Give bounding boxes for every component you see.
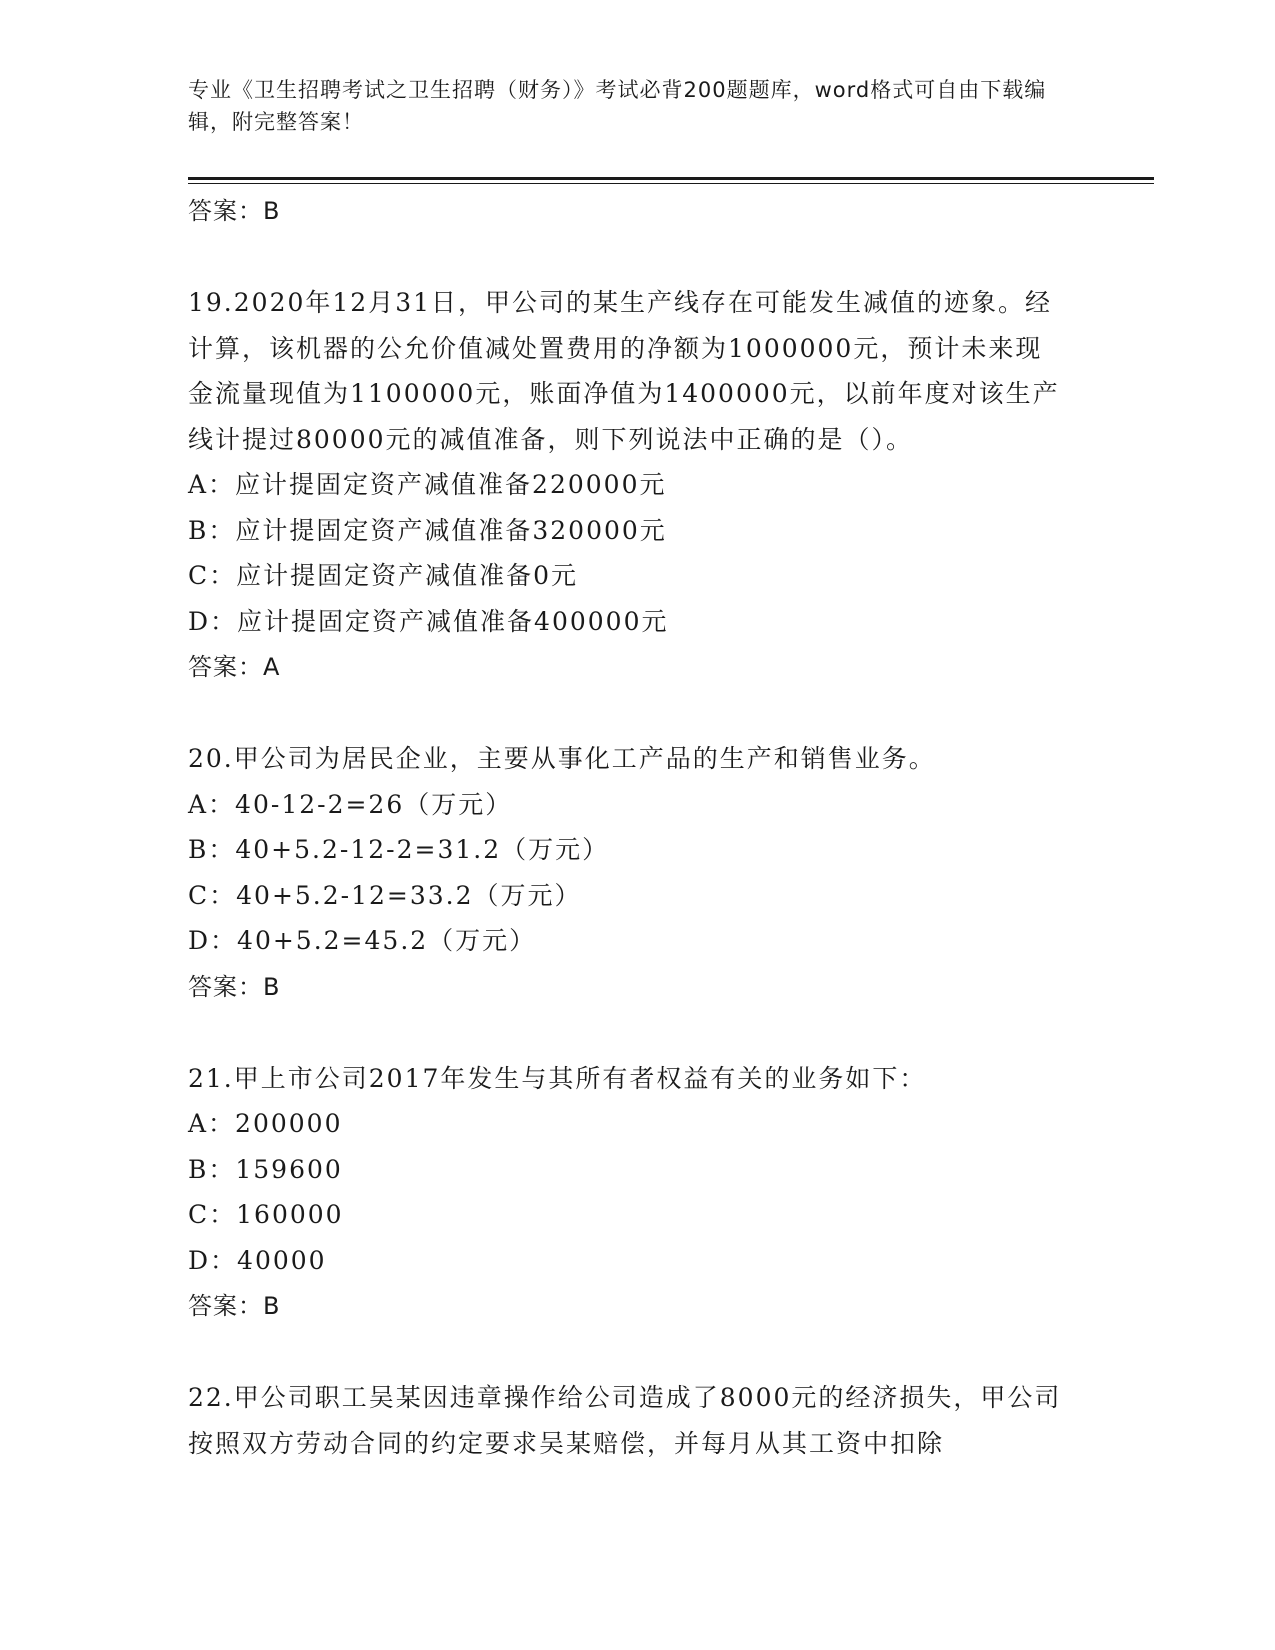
spacer (188, 690, 1068, 736)
answer-line: 答案：A (188, 653, 281, 681)
question-text: 20.甲公司为居民企业，主要从事化工产品的生产和销售业务。 (188, 744, 936, 773)
answer-line: 答案：B (188, 972, 281, 1001)
option-b: B：159600 (188, 1154, 343, 1184)
option-c: C：160000 (188, 1200, 344, 1229)
question-list (188, 188, 1068, 1466)
document-header: 专业《卫生招聘考试之卫生招聘（财务）》考试必背200题题库，word格式可自由下载编辑，附完整答案！ (188, 78, 1047, 134)
spacer (188, 234, 1068, 280)
answer-line: 答案：B (188, 1292, 281, 1320)
question-text: 22.甲公司职工吴某因违章操作给公司造成了8000元的经济损失，甲公司按照双方劳动合同的约定要求吴某赔偿，并每月从其工资中扣除 (188, 1383, 1062, 1458)
option-a: A：应计提固定资产减值准备220000元 (188, 470, 667, 499)
question-text: 21.甲上市公司2017年发生与其所有者权益有关的业务如下： (188, 1063, 927, 1093)
answer-line: 答案：B (188, 197, 281, 225)
question-text: 19.2020年12月31日，甲公司的某生产线存在可能发生减值的迹象。经计算，该机器的公允价值减处置费用的净额为1000000元，预计未来现金流量现值为1100000元，账面净值为1400000元，以前年度对该生产线计提过80000元的减值准备，则下列说法中正确的是（）。 (188, 288, 1060, 454)
question-block (188, 280, 1068, 690)
option-c: C：40+5.2-12=33.2（万元） (188, 880, 582, 910)
question-block (188, 1056, 1068, 1330)
question-block (188, 1375, 1068, 1466)
option-c: C：应计提固定资产减值准备0元 (188, 561, 579, 590)
option-d: D：40000 (188, 1245, 327, 1275)
option-d: D：40+5.2=45.2（万元） (188, 926, 537, 955)
option-b: B：40+5.2-12-2=31.2（万元） (188, 835, 610, 864)
option-a: A：40-12-2=26（万元） (188, 789, 513, 819)
header-rule-thick (188, 177, 1154, 180)
spacer (188, 1010, 1068, 1056)
question-block (188, 736, 1068, 1010)
option-b: B：应计提固定资产减值准备320000元 (188, 515, 667, 545)
spacer (188, 1329, 1068, 1375)
header-rule-thin (188, 183, 1154, 184)
option-a: A：200000 (188, 1109, 343, 1138)
option-d: D：应计提固定资产减值准备400000元 (188, 606, 669, 636)
